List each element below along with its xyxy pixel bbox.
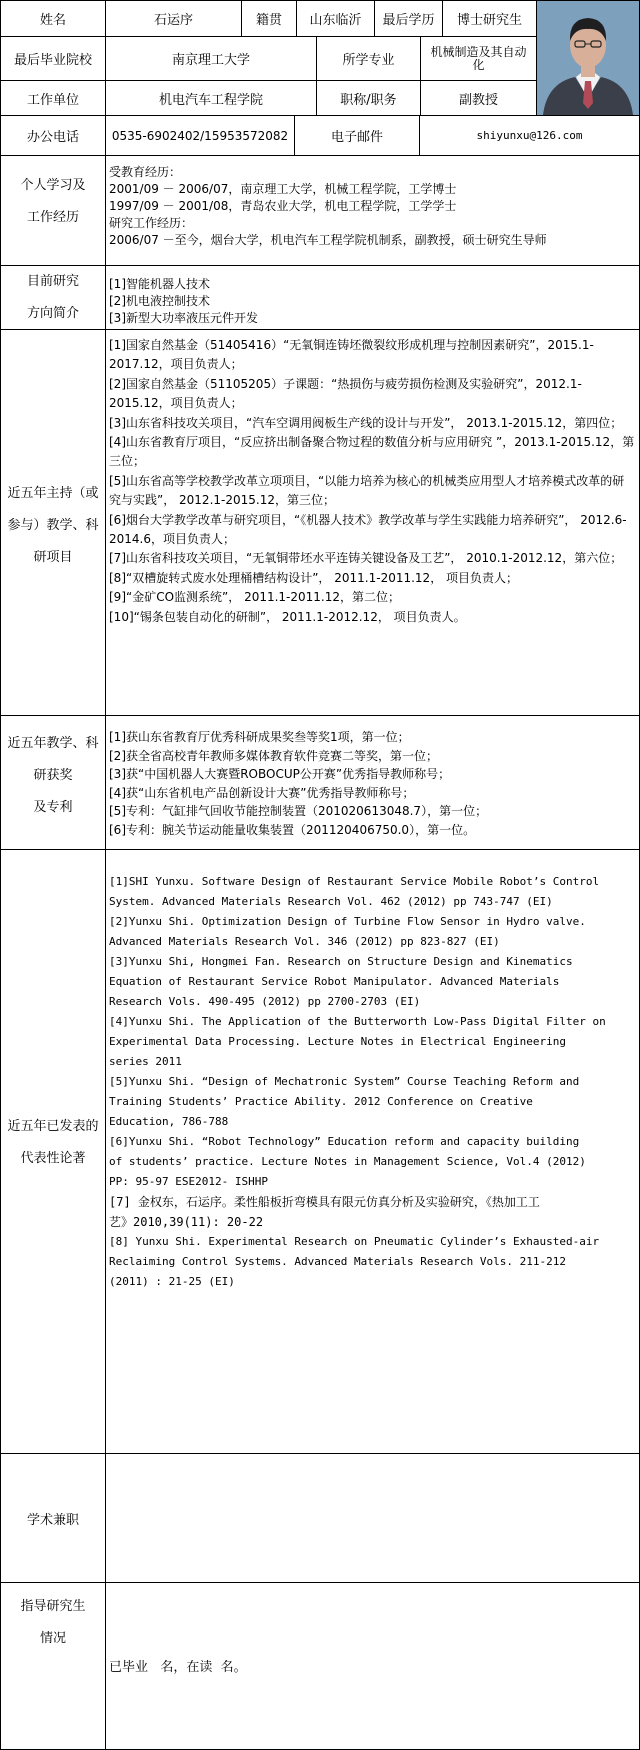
- list-item: [8] Yunxu Shi. Experimental Research on Pneumatic Cylinder’s Exhausted-air: [109, 1235, 600, 1248]
- list-item: [1]国家自然基金（51405416）“无氧铜连铸坯微裂纹形成机理与控制因素研究”，2015.1-2017.12，项目负责人；: [109, 338, 594, 372]
- students-label: 指导研究生 情况: [0, 1582, 106, 1750]
- major-label: 所学专业: [316, 36, 421, 81]
- list-item: [5]专利：气缸排气回收节能控制装置（201020613048.7），第一位；: [109, 804, 488, 818]
- experience-content: 受教育经历： 2001/09 － 2006/07，南京理工大学，机械工程学院，工学博士 1997/09 － 2001/08，青岛农业大学，机电工程学院，工学学士 研究工作经历： 2006/07 －至今，烟台大学，机电汽车工程学院机制系，副教授，硕士研究生导师: [105, 155, 640, 266]
- school-label: 最后毕业院校: [0, 36, 106, 81]
- projects-content: [105, 329, 640, 716]
- academic-posts-label: 学术兼职: [0, 1453, 106, 1583]
- list-item: [3]新型大功率液压元件开发: [109, 311, 258, 325]
- list-item: [2]获全省高校青年教师多媒体教育软件竞赛二等奖，第一位；: [109, 748, 439, 763]
- school-value: 南京理工大学: [105, 36, 317, 81]
- list-item: [1]SHI Yunxu. Software Design of Restaurant Service Mobile Robot’s Control: [109, 875, 600, 888]
- origin-label: 籍贯: [241, 0, 297, 37]
- list-item: [6]烟台大学教学改革与研究项目，“《机器人技术》教学改革与学生实践能力培养研究”， 2012.6-2014.6，项目负责人；: [109, 512, 627, 547]
- list-item: [4]Yunxu Shi. The Application of the Butterworth Low-Pass Digital Filter on: [109, 1015, 606, 1028]
- major-value: 机械制造及其自动化: [420, 36, 537, 81]
- email-label: 电子邮件: [294, 115, 420, 156]
- title-value: 副教授: [420, 80, 537, 116]
- research-content: [105, 265, 640, 330]
- origin-value: 山东临沂: [296, 0, 375, 37]
- list-item: [2]Yunxu Shi. Optimization Design of Turbine Flow Sensor in Hydro valve.: [109, 915, 586, 928]
- list-item: [1]智能机器人技术: [109, 277, 210, 291]
- portrait-photo-icon: [537, 1, 639, 115]
- degree-label: 最后学历: [374, 0, 443, 37]
- papers-content: [1]SHI Yunxu. Software Design of Restaurant Service Mobile Robot’s Control System. Advanced Materials Research Vol. 462 (2012) pp 743-747 (EI) [2]Yunxu Shi. Optimization Design of Turbine Flow Sensor in Hydro valve. Advanced Materials Research Vol. 346 (2012) pp 823-827 (EI) [3]Yunxu Shi, Hongmei Fan. Research on Structure Design and Kinematics Equation of Restaurant Service Robot Manipulator. Advanced Materials Research Vols. 490-495 (2012) pp 2700-2703 (EI) [4]Yunxu Shi. The Application of the Butterworth Low-Pass Digital Filter on Experimental Data Processing. Lecture Notes in Electrical Engineering series 2011 [5]Yunxu Shi. “Design of Mechatronic System” Course Teaching Reform and Training Students’ Practice Ability. 2012 Conference on Creative Education, 786-788 [6]Yunxu Shi. “Robot Technology” Education reform and capacity building of students’ practice. Lecture Notes in Management Science, Vol.4 (2012) PP: 95-97 ESE2012- ISHHP [7] 金权东，石运序。柔性船板折弯模具有限元仿真分析及实验研究，《热加工工 艺》2010,39(11): 20-22 [8] Yunxu Shi. Experimental Research on Pneumatic Cylinder’s Exhausted-air Reclaiming Control Systems. Advanced Materials Research Vols. 211-212 (2011) : 21-25 (EI): [105, 849, 640, 1454]
- degree-value: 博士研究生: [442, 0, 537, 37]
- list-item: [3]获“中国机器人大赛暨ROBOCUP公开赛”优秀指导教师称号；: [109, 767, 451, 781]
- list-item: [5]山东省高等学校教学改革立项项目，“以能力培养为核心的机械类应用型人才培养模式改革的研究与实践”， 2012.1-2015.12，第三位；: [109, 473, 625, 508]
- list-item: [2]机电液控制技术: [109, 294, 210, 308]
- title-label: 职称/职务: [316, 80, 421, 116]
- list-item: [6]Yunxu Shi. “Robot Technology” Education reform and capacity building: [109, 1135, 580, 1148]
- phone-label: 办公电话: [0, 115, 106, 156]
- projects-label: 近五年主持（或 参与）教学、科 研项目: [0, 329, 106, 716]
- list-item: [10]“锡条包装自动化的研制”， 2011.1-2012.12， 项目负责人。: [109, 609, 466, 624]
- list-item: [4]山东省教育厅项目，“反应挤出制备聚合物过程的数值分析与应用研究 ”，2013.1-2015.12，第三位；: [109, 435, 635, 469]
- employer-label: 工作单位: [0, 80, 106, 116]
- research-label: 目前研究 方向简介: [0, 265, 106, 330]
- list-item: [3]Yunxu Shi, Hongmei Fan. Research on Structure Design and Kinematics: [109, 955, 573, 968]
- email-value: shiyunxu@126.com: [419, 115, 640, 156]
- name-value: 石运序: [105, 0, 242, 37]
- students-content: 已毕业 名，在读 名。: [105, 1582, 640, 1750]
- list-item: [5]Yunxu Shi. “Design of Mechatronic System” Course Teaching Reform and: [109, 1075, 580, 1088]
- experience-label: 个人学习及 工作经历: [0, 155, 106, 266]
- list-item: [2]国家自然基金（51105205）子课题：“热损伤与疲劳损伤检测及实验研究”，2012.1-2015.12，项目负责人；: [109, 376, 582, 411]
- employer-value: 机电汽车工程学院: [105, 80, 317, 116]
- portrait-photo: [536, 0, 640, 116]
- name-label: 姓名: [0, 0, 106, 37]
- list-item: [6]专利：腕关节运动能量收集装置（201120406750.0），第一位。: [109, 822, 476, 837]
- awards-content: [105, 715, 640, 850]
- list-item: [4]获“山东省机电产品创新设计大赛”优秀指导教师称号；: [109, 785, 415, 800]
- list-item: [1]获山东省教育厅优秀科研成果奖叁等奖1项，第一位；: [109, 730, 410, 744]
- list-item: [9]“金矿CO监测系统”， 2011.1-2011.12，第二位；: [109, 590, 401, 605]
- list-item: [3]山东省科技攻关项目，“汽车空调用阀板生产线的设计与开发”， 2013.1-2015.12，第四位；: [109, 415, 623, 430]
- phone-value: 0535-6902402/15953572082: [105, 115, 295, 156]
- list-item: [8]“双槽旋转式废水处理桶槽结构设计”， 2011.1-2011.12， 项目负责人；: [109, 570, 519, 585]
- list-item: [7]山东省科技攻关项目，“无氧铜带坯水平连铸关键设备及工艺”， 2010.1-2012.12，第六位；: [109, 551, 623, 566]
- papers-label: 近五年已发表的 代表性论著: [0, 849, 106, 1454]
- awards-label: 近五年教学、科 研获奖 及专利: [0, 715, 106, 850]
- list-item: [7] 金权东，石运序。柔性船板折弯模具有限元仿真分析及实验研究，《热加工工: [109, 1195, 540, 1209]
- academic-posts-content: [105, 1453, 640, 1583]
